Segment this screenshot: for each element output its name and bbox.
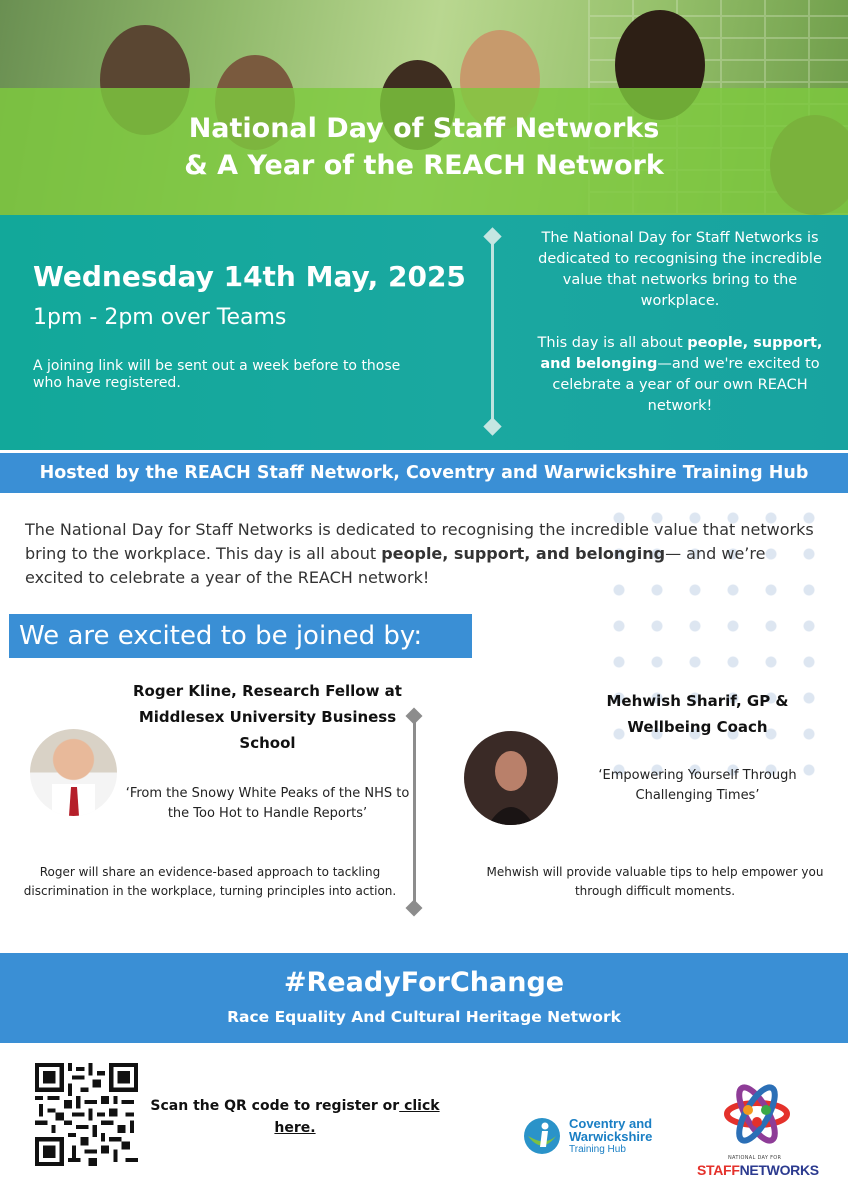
- speaker-divider-diamond-bottom: [406, 900, 423, 917]
- about-text: —and we're excited to celebrate a year of our own REACH network!: [552, 356, 820, 414]
- intro-emphasis: people, support, and belonging: [381, 544, 666, 563]
- cw-logo-subtitle: Training Hub: [569, 1144, 626, 1155]
- cw-logo-line-1: Coventry and: [569, 1116, 653, 1131]
- cw-logo-line-2: Warwickshire: [569, 1129, 653, 1144]
- speaker-2-talk-title: ‘Empowering Yourself Through Challenging Times’: [598, 768, 797, 803]
- hosted-by-banner: Hosted by the REACH Staff Network, Coventry and Warwickshire Training Hub: [0, 453, 848, 493]
- hero-banner: [0, 0, 848, 215]
- speaker-divider-diamond-top: [406, 708, 423, 725]
- divider-diamond-top: [483, 227, 501, 245]
- speaker-photo-mehwish: [464, 731, 558, 825]
- title-line-1: National Day of Staff Networks: [188, 113, 660, 144]
- cw-logo-text: [569, 1117, 652, 1143]
- divider-line: [491, 237, 494, 427]
- event-date: Wednesday 14th May, 2025: [33, 260, 466, 293]
- network-full-name: Race Equality And Cultural Heritage Network: [227, 1008, 621, 1026]
- intro-text: The National Day for Staff Networks is dedicated to recognising the incredible value that networks bring to the workplace. This day is all about: [25, 520, 814, 563]
- event-info-panel: [0, 215, 848, 450]
- speaker-1-name: Roger Kline, Research Fellow at Middlesex University Business School: [133, 682, 402, 752]
- event-time: 1pm - 2pm over Teams: [33, 305, 287, 330]
- hashtag: #ReadyForChange: [283, 967, 565, 998]
- about-paragraph-1: The National Day for Staff Networks is dedicated to recognising the incredible value that networks bring to the workplace.: [538, 230, 822, 309]
- about-paragraph-2: [525, 333, 835, 417]
- speaker-2-description: Mehwish will provide valuable tips to help empower you through difficult moments.: [486, 865, 824, 898]
- about-day-text: [525, 228, 835, 417]
- speaker-1-talk-title: ‘From the Snowy White Peaks of the NHS to the Too Hot to Handle Reports’: [125, 786, 410, 821]
- intro-paragraph: [25, 518, 825, 590]
- nds-networks: NETWORKS: [739, 1162, 819, 1178]
- speaker-2-figure: [464, 731, 558, 825]
- about-text: This day is all about: [537, 335, 688, 351]
- qr-code[interactable]: [35, 1063, 138, 1166]
- joining-note: A joining link will be sent out a week before to those who have registered.: [33, 358, 401, 391]
- intro-text: — and we’re excited to celebrate a year of the REACH network!: [25, 544, 766, 587]
- register-instructions: [150, 1095, 440, 1139]
- hashtag-banner: [0, 953, 848, 1043]
- speaker-2-name: Mehwish Sharif, GP & Wellbeing Coach: [606, 692, 789, 736]
- speaker-1-figure: [30, 729, 117, 816]
- about-emphasis: people, support, and belonging: [540, 335, 823, 372]
- title-line-2: & A Year of the REACH Network: [184, 150, 664, 181]
- speaker-photo-roger: [30, 729, 117, 816]
- scan-text: Scan the QR code to register or: [150, 1098, 400, 1114]
- nds-logo-wordmark: [697, 1162, 819, 1178]
- nds-logo-small-text: NATIONAL DAY FOR: [728, 1155, 782, 1161]
- speakers-heading: We are excited to be joined by:: [9, 614, 472, 658]
- speaker-divider: [413, 716, 416, 908]
- divider-diamond-bottom: [483, 417, 501, 435]
- page-title: [0, 110, 848, 184]
- nds-staff: STAFF: [697, 1162, 740, 1178]
- speaker-1-description: Roger will share an evidence-based approach to tackling discrimination in the workplace, turning principles into action.: [23, 865, 397, 898]
- register-link[interactable]: click here.: [274, 1098, 440, 1136]
